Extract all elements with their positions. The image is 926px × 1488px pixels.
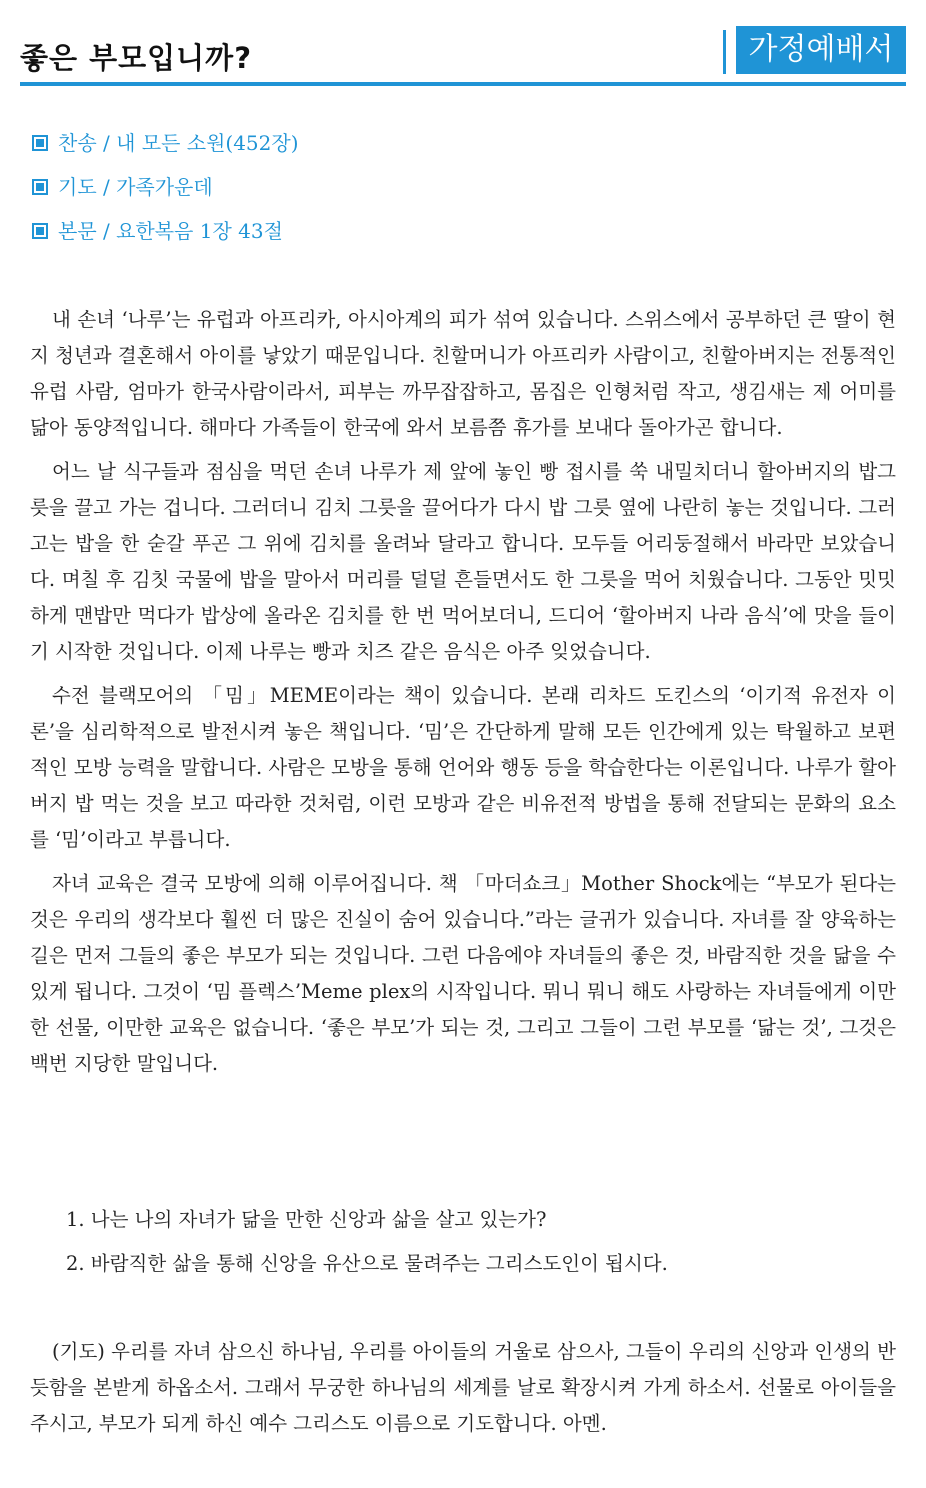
info-label: 본문: [58, 219, 97, 243]
question-item: 1. 나는 나의 자녀가 닮을 만한 신앙과 삶을 살고 있는가?: [66, 1208, 547, 1231]
info-item-hymn: [32, 127, 892, 171]
page-header: [20, 22, 906, 84]
info-value: 요한복음 1장 43절: [116, 219, 283, 243]
info-separator: /: [96, 219, 117, 243]
square-bullet-icon: [32, 135, 48, 151]
header-divider: [723, 30, 726, 74]
info-value: 내 모든 소원(452장): [116, 131, 299, 155]
info-item-scripture: [32, 215, 892, 259]
question-item: 2. 바람직한 삶을 통해 신앙을 유산으로 물려주는 그리스도인이 됩시다.: [66, 1252, 668, 1275]
info-label: 찬송: [58, 131, 97, 155]
section-badge: 가정예배서: [736, 26, 906, 74]
info-separator: /: [96, 131, 117, 155]
info-item-prayer: [32, 171, 892, 215]
worship-info: [32, 127, 892, 259]
sermon-body: [30, 302, 896, 1090]
body-paragraph: 자녀 교육은 결국 모방에 의해 이루어집니다. 책 「마더쇼크」Mother Shock에는 “부모가 된다는 것은 우리의 생각보다 훨씬 더 많은 진실이 숨어 있습니다.”라는 글귀가 있습니다. 자녀를 잘 양육하는 길은 먼저 그들의 좋은 부모가 되는 것입니다. 그런 다음에야 자녀들의 좋은 것, 바람직한 것을 닮을 수 있게 됩니다. 그것이 ‘밈 플렉스’Meme plex의 시작입니다. 뭐니 뭐니 해도 사랑하는 자녀들에게 이만한 선물, 이만한 교육은 없습니다. ‘좋은 부모’가 되는 것, 그리고 그들이 그런 부모를 ‘닮는 것’, 그것은 백번 지당한 말입니다.: [30, 872, 896, 1075]
body-paragraph: 어느 날 식구들과 점심을 먹던 손녀 나루가 제 앞에 놓인 빵 접시를 쑥 내밀치더니 할아버지의 밥그릇을 끌고 가는 겁니다. 그러더니 김치 그릇을 끌어다가 다시 밥 그릇 옆에 나란히 놓는 것입니다. 그러고는 밥을 한 숟갈 푸곤 그 위에 김치를 올려놔 달라고 합니다. 모두들 어리둥절해서 바라만 보았습니다. 며칠 후 김칫 국물에 밥을 말아서 머리를 덜덜 흔들면서도 한 그릇을 먹어 치웠습니다. 그동안 밋밋하게 맨밥만 먹다가 밥상에 올라온 김치를 한 번 먹어보더니, 드디어 ‘할아버지 나라 음식’에 맛을 들이기 시작한 것입니다. 이제 나루는 빵과 치즈 같은 음식은 아주 잊었습니다.: [30, 460, 896, 663]
prayer-text: (기도) 우리를 자녀 삼으신 하나님, 우리를 아이들의 거울로 삼으사, 그들이 우리의 신앙과 인생의 반듯함을 본받게 하옵소서. 그래서 무궁한 하나님의 세계를 날로 확장시켜 가게 하소서. 선물로 아이들을 주시고, 부모가 되게 하신 예수 그리스도 이름으로 기도합니다. 아멘.: [30, 1340, 896, 1435]
square-bullet-icon: [32, 223, 48, 239]
square-bullet-icon: [32, 179, 48, 195]
info-label: 기도: [58, 175, 97, 199]
closing-prayer: [30, 1334, 896, 1442]
page-title: 좋은 부모입니까?: [20, 41, 253, 75]
body-paragraph: 내 손녀 ‘나루’는 유럽과 아프리카, 아시아계의 피가 섞여 있습니다. 스위스에서 공부하던 큰 딸이 현지 청년과 결혼해서 아이를 낳았기 때문입니다. 친할머니가 아프리카 사람이고, 친할아버지는 전통적인 유럽 사람, 엄마가 한국사람이라서, 피부는 까무잡잡하고, 몸집은 인형처럼 작고, 생김새는 제 어미를 닮아 동양적입니다. 해마다 가족들이 한국에 와서 보름쯤 휴가를 보내다 돌아가곤 합니다.: [30, 308, 896, 439]
info-value: 가족가운데: [116, 175, 213, 199]
title-rule: [20, 82, 906, 86]
reflection-questions: [66, 1204, 886, 1292]
body-paragraph: 수전 블랙모어의 「밈」MEME이라는 책이 있습니다. 본래 리차드 도킨스의 ‘이기적 유전자 이론’을 심리학적으로 발전시켜 놓은 책입니다. ‘밈’은 간단하게 말해 모든 인간에게 있는 탁월하고 보편적인 모방 능력을 말합니다. 사람은 모방을 통해 언어와 행동 등을 학습한다는 이론입니다. 나루가 할아버지 밥 먹는 것을 보고 따라한 것처럼, 이런 모방과 같은 비유전적 방법을 통해 전달되는 문화의 요소를 ‘밈’이라고 부릅니다.: [30, 684, 896, 851]
info-separator: /: [96, 175, 117, 199]
